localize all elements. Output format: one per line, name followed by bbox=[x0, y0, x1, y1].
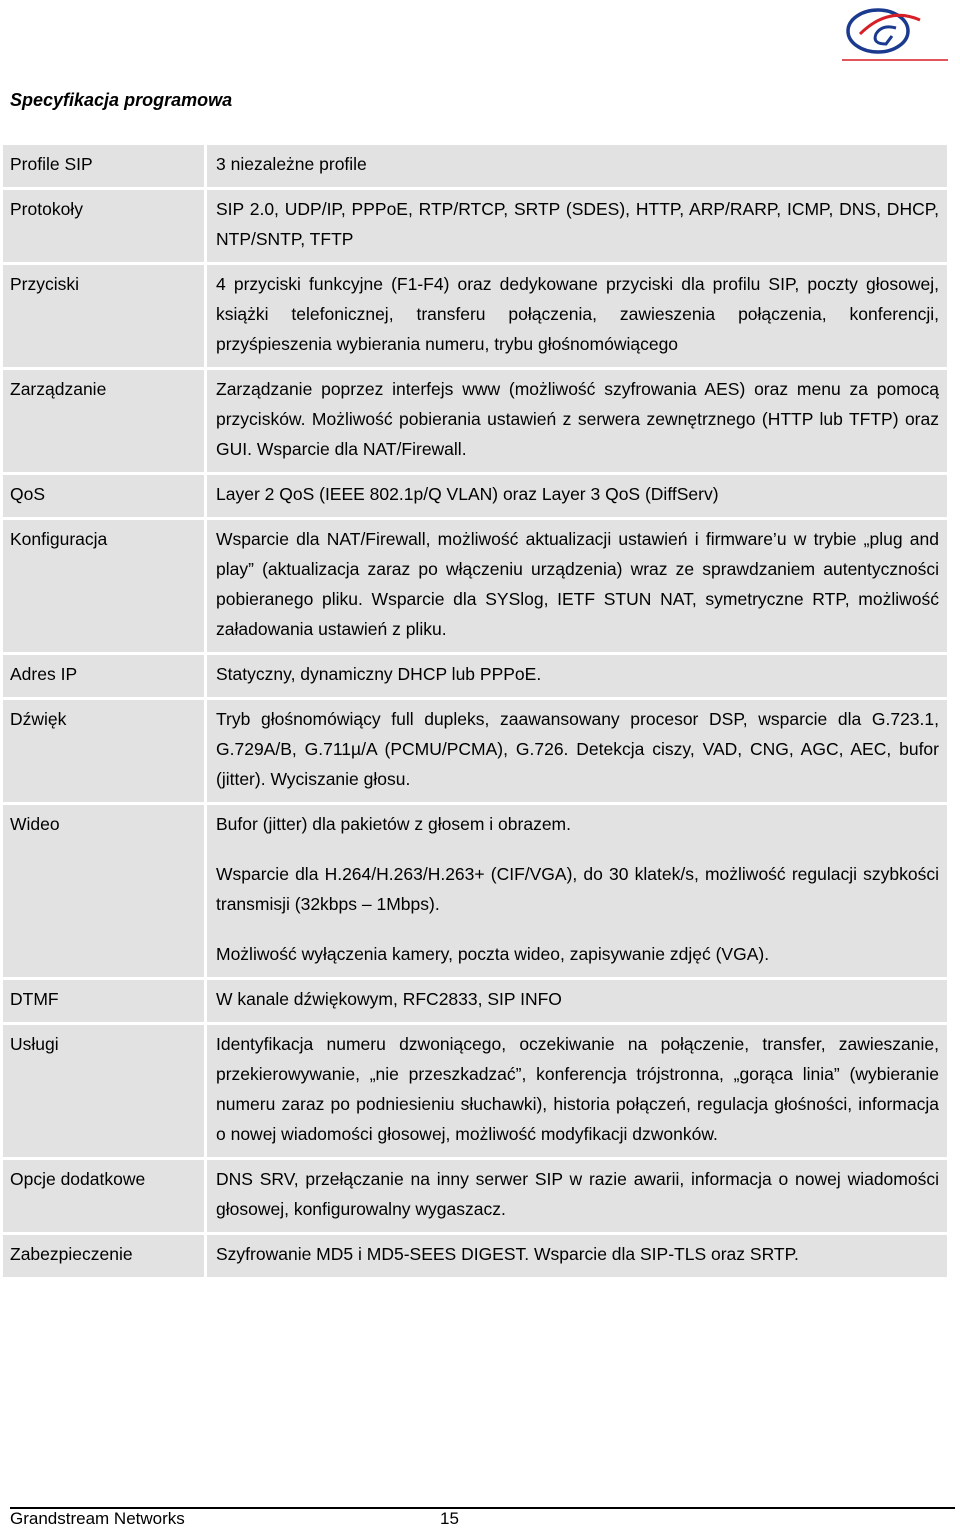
spec-row bbox=[3, 980, 947, 1022]
spec-value bbox=[207, 1160, 947, 1232]
spec-label: Dźwięk bbox=[3, 700, 204, 802]
spec-label: Zarządzanie bbox=[3, 370, 204, 472]
spec-row bbox=[3, 370, 947, 472]
spec-label: QoS bbox=[3, 475, 204, 517]
spec-label: Opcje dodatkowe bbox=[3, 1160, 204, 1232]
spec-value bbox=[207, 475, 947, 517]
spec-row bbox=[3, 265, 947, 367]
spec-value-paragraph: DNS SRV, przełączanie na inny serwer SIP w razie awarii, informacja o nowej wiadomości głosowej, konfigurowalny wygaszacz. bbox=[216, 1169, 939, 1219]
section-title: Specyfikacja programowa bbox=[10, 90, 233, 110]
spec-label: Protokoły bbox=[3, 190, 204, 262]
spec-value-paragraph: Szyfrowanie MD5 i MD5-SEES DIGEST. Wsparcie dla SIP-TLS oraz SRTP. bbox=[216, 1244, 799, 1264]
spec-value bbox=[207, 145, 947, 187]
spec-table-body bbox=[3, 145, 947, 1277]
spec-row bbox=[3, 805, 947, 977]
spec-row bbox=[3, 1160, 947, 1232]
spec-value-paragraph: 3 niezależne profile bbox=[216, 154, 367, 174]
spec-value-paragraph: Statyczny, dynamiczny DHCP lub PPPoE. bbox=[216, 664, 542, 684]
page-number: 15 bbox=[440, 1509, 459, 1528]
spec-value bbox=[207, 265, 947, 367]
spec-row bbox=[3, 520, 947, 652]
spec-label: Przyciski bbox=[3, 265, 204, 367]
spec-value bbox=[207, 655, 947, 697]
spec-row bbox=[3, 1025, 947, 1157]
spec-row bbox=[3, 190, 947, 262]
spec-value-paragraph: Identyfikacja numeru dzwoniącego, oczekiwanie na połączenie, transfer, zawieszanie, przekierowywanie, „nie przeszkadzać”, konferencja trójstronna, „gorąca linia” (wybieranie numeru zaraz po podniesieniu słuchawki), historia połączeń, regulacja głośności, informacja o nowej wiadomości głosowej, możliwość modyfikacji dzwonków. bbox=[216, 1034, 939, 1144]
grandstream-logo-icon bbox=[838, 4, 950, 70]
spec-value-paragraph: Layer 2 QoS (IEEE 802.1p/Q VLAN) oraz Layer 3 QoS (DiffServ) bbox=[216, 484, 719, 504]
spec-value-paragraph: 4 przyciski funkcyjne (F1-F4) oraz dedykowane przyciski dla profilu SIP, poczty głosowej, książki telefonicznej, transferu połączenia, zawieszenia połączenia, konferencji, przyśpieszenia wybierania numeru, trybu głośnomówiącego bbox=[216, 274, 939, 354]
spec-value bbox=[207, 1235, 947, 1277]
footer-company: Grandstream Networks bbox=[10, 1509, 185, 1528]
grandstream-logo bbox=[838, 4, 950, 70]
spec-value-paragraph: Wsparcie dla NAT/Firewall, możliwość aktualizacji ustawień i firmware’u w trybie „plug and play” (aktualizacja zaraz po włączeniu urządzenia) wraz ze sprawdzaniem autentyczności pobieranego pliku. Wsparcie dla SYSlog, IETF STUN NAT, symetryczne RTP, możliwość załadowania ustawień z pliku. bbox=[216, 529, 939, 639]
spec-row bbox=[3, 475, 947, 517]
spec-row bbox=[3, 700, 947, 802]
spec-value bbox=[207, 190, 947, 262]
spec-value bbox=[207, 1025, 947, 1157]
spec-value-paragraph: Możliwość wyłączenia kamery, poczta wideo, zapisywanie zdjęć (VGA). bbox=[216, 944, 770, 964]
spec-value-paragraph: Tryb głośnomówiący full dupleks, zaawansowany procesor DSP, wsparcie dla G.723.1, G.729A/B, G.711µ/A (PCMU/PCMA), G.726. Detekcja ciszy, VAD, CNG, AGC, AEC, bufor (jitter). Wyciszanie głosu. bbox=[216, 709, 939, 789]
spec-row bbox=[3, 1235, 947, 1277]
spec-label: Zabezpieczenie bbox=[3, 1235, 204, 1277]
spec-label: Wideo bbox=[3, 805, 204, 977]
spec-value-paragraph: Bufor (jitter) dla pakietów z głosem i obrazem. bbox=[216, 814, 571, 834]
spec-label: DTMF bbox=[3, 980, 204, 1022]
spec-value bbox=[207, 980, 947, 1022]
spec-value bbox=[207, 370, 947, 472]
spec-label: Profile SIP bbox=[3, 145, 204, 187]
spec-value-paragraph: Zarządzanie poprzez interfejs www (możliwość szyfrowania AES) oraz menu za pomocą przycisków. Możliwość pobierania ustawień z serwera zewnętrznego (HTTP lub TFTP) oraz GUI. Wsparcie dla NAT/Firewall. bbox=[216, 379, 939, 459]
spec-value bbox=[207, 805, 947, 977]
spec-row bbox=[3, 145, 947, 187]
spec-table bbox=[0, 142, 950, 1280]
spec-label: Usługi bbox=[3, 1025, 204, 1157]
spec-value bbox=[207, 700, 947, 802]
spec-value-paragraph: Wsparcie dla H.264/H.263/H.263+ (CIF/VGA), do 30 klatek/s, możliwość regulacji szybkości transmisji (32kbps – 1Mbps). bbox=[216, 864, 939, 914]
spec-label: Konfiguracja bbox=[3, 520, 204, 652]
spec-value-paragraph: W kanale dźwiękowym, RFC2833, SIP INFO bbox=[216, 989, 562, 1009]
spec-value-paragraph: SIP 2.0, UDP/IP, PPPoE, RTP/RTCP, SRTP (SDES), HTTP, ARP/RARP, ICMP, DNS, DHCP, NTP/SNTP, TFTP bbox=[216, 199, 939, 249]
spec-label: Adres IP bbox=[3, 655, 204, 697]
spec-value bbox=[207, 520, 947, 652]
spec-row bbox=[3, 655, 947, 697]
